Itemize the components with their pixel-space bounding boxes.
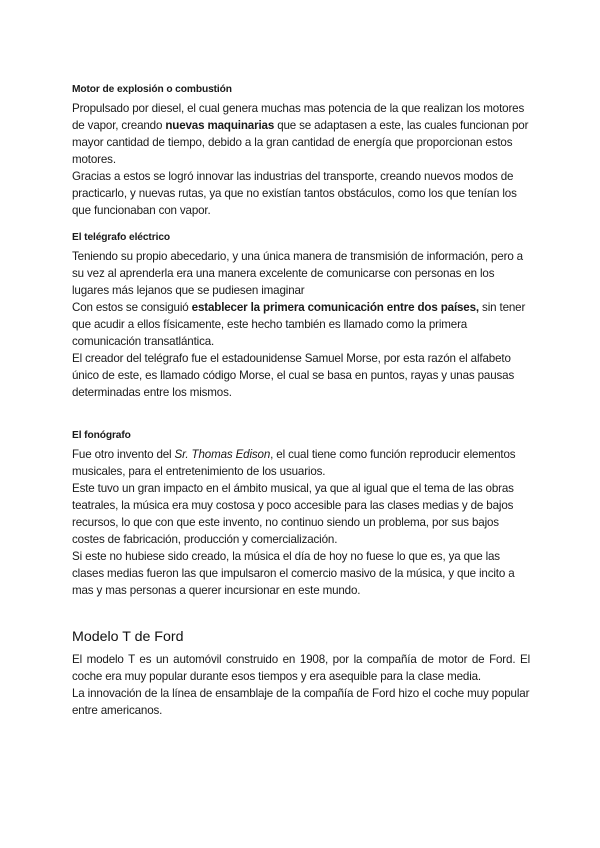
paragraph-fonografo-2: Este tuvo un gran impacto en el ámbito musical, ya que al igual que el tema de las obras teatrales, la música era muy costosa y poco accesible para las clases medias y de bajos recursos, lo que con que este invento, no continuo siendo un problema, por sus bajos costes de fabricación, producción y comercialización. [72,482,514,546]
paragraph-fonografo-3: Si este no hubiese sido creado, la música el día de hoy no fuese lo que es, ya que las clases medias fueron las que impulsaron el comercio masivo de la música, y que incito a mas y mas personas a querer incursionar en este mundo. [72,550,515,597]
section-heading-telegrafo: El telégrafo eléctrico [72,232,171,243]
paragraph-telegrafo-2 [72,299,530,350]
paragraph-ford-1: El modelo T es un automóvil construido en 1908, por la compañía de motor de Ford. El coche era muy popular durante esos tiempos y era asequible para la clase media. [72,653,530,683]
bold-text: nuevas maquinarias [165,119,275,132]
paragraph-telegrafo-1: Teniendo su propio abecedario, y una única manera de transmisión de información, pero a su vez al aprenderla era una manera excelente de comunicarse con personas en los lugares más lejanos que se pudiesen imaginar [72,250,523,297]
text-span: , el cual tiene como función reproducir elementos musicales, para el entretenimiento de los usuarios. [72,448,516,478]
section-heading-motor: Motor de explosión o combustión [72,84,232,95]
paragraph-motor-1 [72,100,530,168]
italic-text: Sr. Thomas Edison [174,448,271,461]
text-span: Propulsado por diesel, el cual genera muchas mas potencia de la que realizan los motores de vapor, creando [72,102,525,132]
bold-text: establecer la primera comunicación entre dos países, [191,301,479,314]
section-motor [72,83,530,219]
section-telegrafo [72,231,530,401]
section-heading-ford: Modelo T de Ford [72,629,184,645]
text-span: Con estos se consiguió [72,301,192,314]
text-span: sin tener que acudir a ellos físicamente, este hecho también es llamado como la primera comunicación transatlántica. [72,301,526,348]
paragraph-motor-2: Gracias a estos se logró innovar las industrias del transporte, creando nuevos modos de practicarlo, y nuevas rutas, ya que no existían tantos obstáculos, como los que tenían los que funcionaban con vapor. [72,170,517,217]
text-span: que se adaptasen a este, las cuales funcionan por mayor cantidad de tiempo, debido a la gran cantidad de energía que proporcionan estos motores. [72,119,529,166]
section-ford [72,627,530,719]
document-body [72,83,530,719]
text-span: Fue otro invento del [72,448,175,461]
paragraph-fonografo-1 [72,446,530,480]
section-fonografo [72,429,530,599]
paragraph-telegrafo-3: El creador del telégrafo fue el estadounidense Samuel Morse, por esta razón el alfabeto único de este, es llamado código Morse, el cual se basa en puntos, rayas y unas pausas determinadas entre los mismos. [72,352,515,399]
paragraph-ford-2: La innovación de la línea de ensamblaje de la compañía de Ford hizo el coche muy popular entre americanos. [72,687,530,717]
section-heading-fonografo: El fonógrafo [72,430,131,441]
